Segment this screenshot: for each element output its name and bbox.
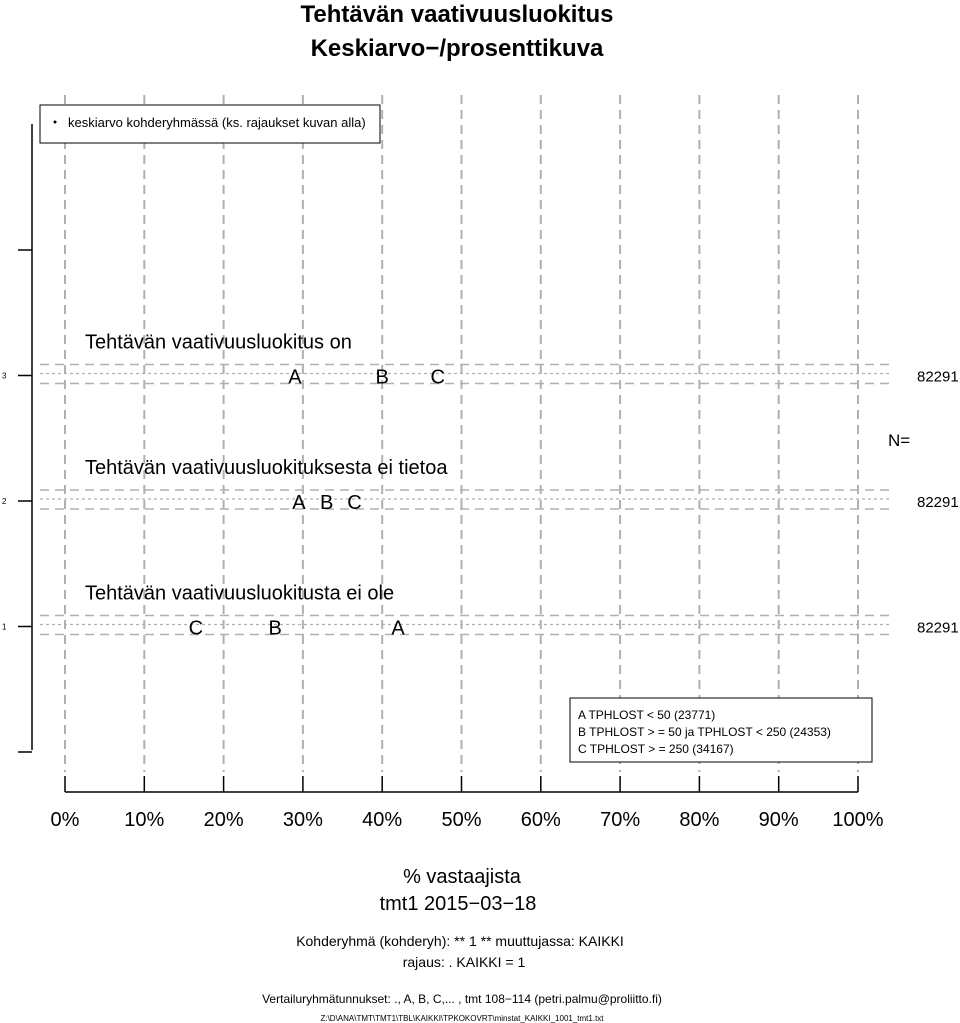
marker-b: B [375,366,389,389]
row-3 [40,583,959,640]
footer-path-line: Z:\D\ANA\TMT\TMT1\TBL\KAIKKI\TPKOKOVRT\minstat_KAIKKI_1001_tmt1.txt [320,1014,604,1023]
marker-a: A [288,366,302,389]
x-tick-label: 0% [50,809,80,831]
rows [40,332,959,640]
key-line-c: C TPHLOST > = 250 (34167) [578,742,734,756]
x-axis [51,776,884,831]
legend [40,105,380,143]
x-tick-label: 60% [520,809,561,831]
row-n-value: 82291 [917,494,959,511]
n-label: N= [888,431,911,450]
x-tick-label: 10% [124,809,165,831]
x-tick-label: 80% [679,809,720,831]
x-tick-label: 50% [441,809,482,831]
y-tick-label: 3 [2,371,7,381]
row-n-value: 82291 [917,619,959,637]
marker-b: B [268,617,282,640]
footer-filter-line: rajaus: . KAIKKI = 1 [402,954,526,970]
key-box [570,698,872,762]
legend-dot [54,121,57,124]
x-tick-label: 90% [758,809,799,831]
row-label: Tehtävän vaativuusluokitusta ei ole [85,582,395,605]
x-tick-label: 70% [600,809,641,831]
x-tick-label: 30% [282,809,323,831]
chart-title: Tehtävän vaativuusluokitus [300,1,614,28]
y-tick-label: 1 [2,622,7,632]
x-tick-label: 20% [203,809,244,831]
marker-a: A [391,617,405,640]
row-2 [40,457,959,514]
marker-c: C [188,617,204,640]
marker-c: C [347,492,362,514]
chart-subtitle: Keskiarvo−/prosenttikuva [310,35,604,62]
footer-group-line: Kohderyhmä (kohderyh): ** 1 ** muuttujassa: KAIKKI [296,933,624,949]
row-n-value: 82291 [917,368,959,386]
marker-a: A [292,492,306,514]
y-axis [2,124,32,752]
marker-b: B [320,492,334,514]
row-label: Tehtävän vaativuusluokituksesta ei tietoa [85,457,448,479]
key-line-a: A TPHLOST < 50 (23771) [578,708,716,722]
grid [65,95,858,772]
date-line: tmt1 2015−03−18 [379,893,537,915]
x-tick-label: 40% [362,809,403,831]
marker-c: C [430,366,445,389]
x-axis-label: % vastaajista [403,866,521,888]
row-1 [40,332,959,389]
x-tick-label: 100% [832,809,884,831]
y-tick-label: 2 [2,497,7,506]
legend-text: keskiarvo kohderyhmässä (ks. rajaukset kuvan alla) [68,115,366,130]
footer-compare-line: Vertailuryhmätunnukset: ., A, B, C,... , tmt 108−114 (petri.palmu@proliitto.fi) [262,992,662,1006]
row-label: Tehtävän vaativuusluokitus on [85,331,352,354]
key-line-b: B TPHLOST > = 50 ja TPHLOST < 250 (24353) [578,725,831,739]
